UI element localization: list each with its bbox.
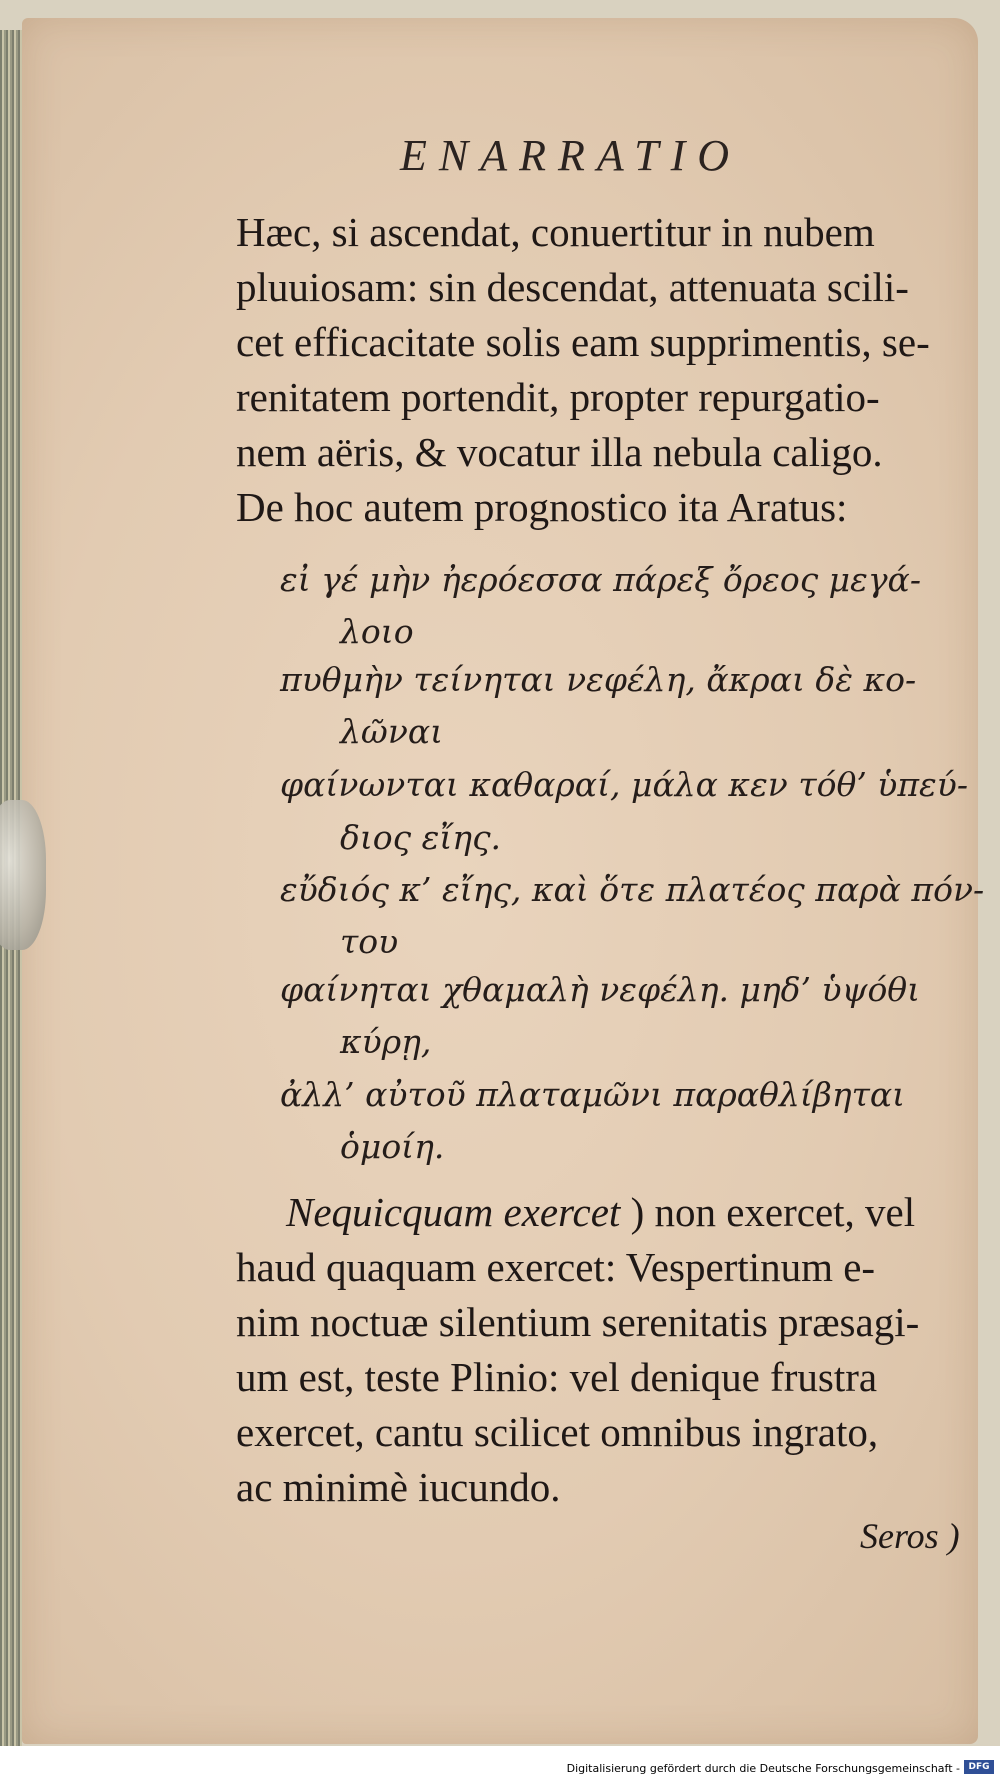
text-line: pluuiosam: sin descendat, attenuata scili- (236, 264, 909, 310)
text-line: ac minimè iucundo. (236, 1464, 561, 1510)
text-line: haud quaquam exercet: Vespertinum e- (236, 1244, 876, 1290)
dfg-logo-icon: DFG (964, 1760, 994, 1774)
text-line: nim noctuæ silentium serenitatis præsagi- (236, 1299, 920, 1345)
clasp-icon (0, 800, 46, 950)
verse-line: εἰ γέ μὴν ἠερόεσσα πάρεξ ὄρεος μεγά- (280, 560, 921, 599)
footer-credit: Digitalisierung gefördert durch die Deutsche Forschungsgemeinschaft - (566, 1762, 960, 1775)
text-line (236, 1185, 968, 1240)
text-line: renitatem portendit, propter repurgatio- (236, 374, 880, 420)
paragraph-1 (236, 205, 968, 535)
verse-line: ἀλλ’ αὐτοῦ πλαταμῶνι παραθλίβηται (280, 1075, 906, 1114)
verse-line: φαίνηται χθαμαλὴ νεφέλη. μηδ’ ὑψόθι (280, 970, 921, 1009)
verse-line: φαίνωνται καθαραί, μάλα κεν τόθ’ ὑπεύ- (280, 765, 968, 804)
paragraph-2 (236, 1185, 968, 1515)
verse-line: πυθμὴν τείνηται νεφέλη, ἄκραι δὲ κο- (280, 660, 917, 699)
verse-line: του (340, 922, 399, 961)
text-line: Hæc, si ascendat, conuertitur in nubem (236, 209, 875, 255)
text-line: nem aëris, & vocatur illa nebula caligo. (236, 429, 883, 475)
page-header: ENARRATIO (400, 131, 741, 180)
text-span: ) non exercet, vel (630, 1189, 916, 1235)
verse-line: εὔδιός κ’ εἴης, καὶ ὅτε πλατέος παρὰ πόν- (280, 870, 985, 909)
text-line: exercet, cantu scilicet omnibus ingrato, (236, 1409, 879, 1455)
text-line: um est, teste Plinio: vel denique frustra (236, 1354, 878, 1400)
text-line: De hoc autem prognostico ita Aratus: (236, 484, 848, 530)
text-line: cet efficacitate solis eam supprimentis, se- (236, 319, 930, 365)
verse-line: κύρῃ, (340, 1022, 432, 1061)
lemma: Nequicquam exercet (286, 1189, 621, 1235)
verse-line: ὁμοίη. (340, 1127, 445, 1166)
verse-line: διος εἴης. (340, 818, 502, 857)
catchword: Seros ) (860, 1516, 960, 1556)
verse-line: λοιο (340, 612, 414, 651)
verse-line: λῶναι (340, 712, 444, 751)
